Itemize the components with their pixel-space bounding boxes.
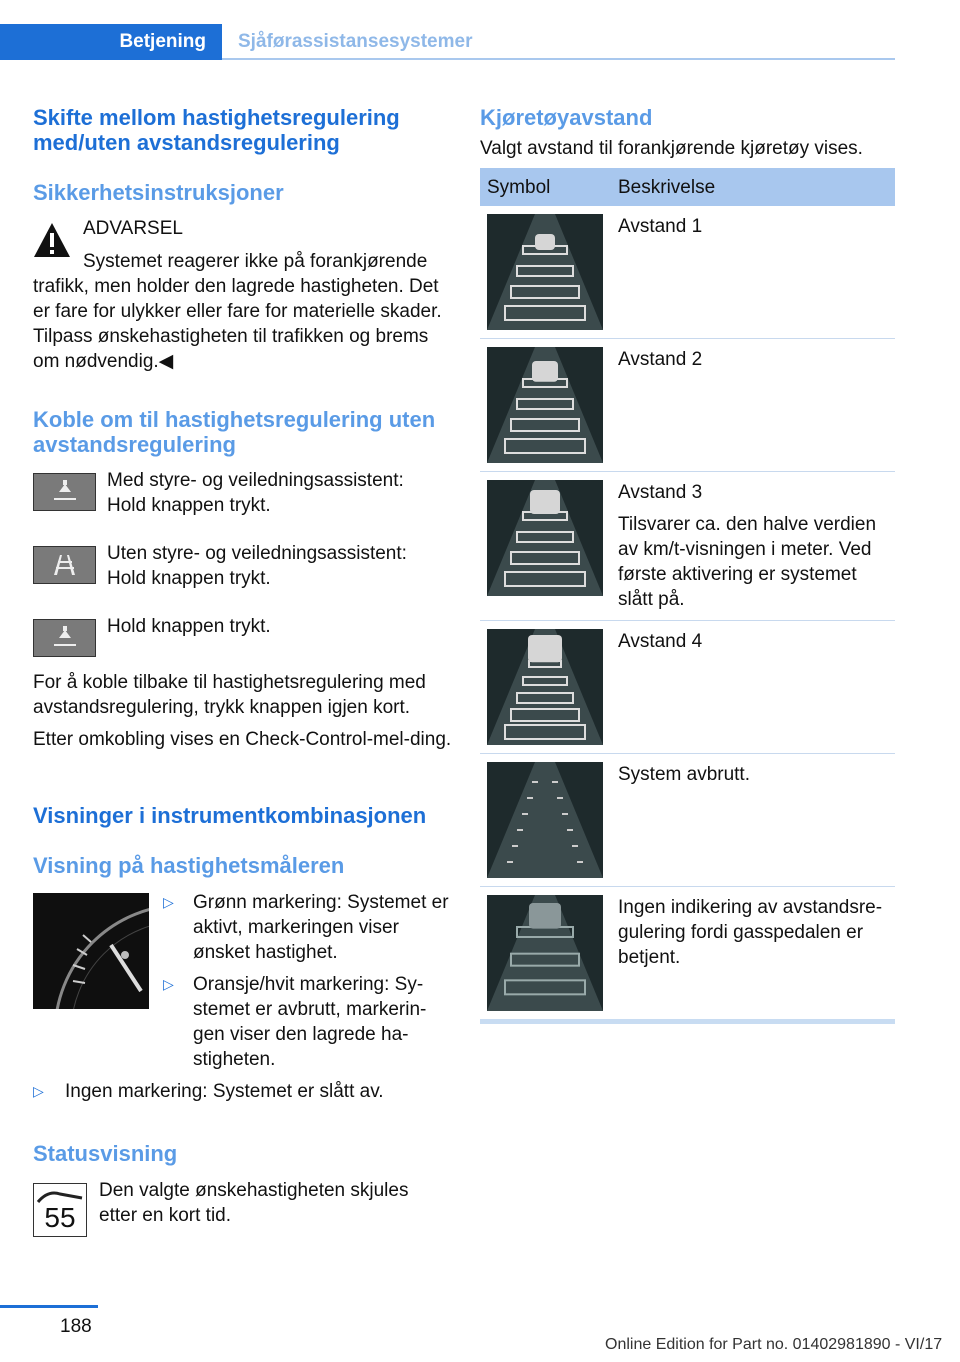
bullet-marker-icon: ▷ xyxy=(163,894,174,910)
bullet-marker-icon: ▷ xyxy=(33,1083,44,1099)
col-description: Beskrivelse xyxy=(611,168,895,206)
edition-text: Online Edition for Part no. 01402981890 - VI/17 xyxy=(605,1336,943,1353)
lane-illustration xyxy=(487,347,603,463)
bullet-orange: ▷ Oransje/hvit markering: Sy-stemet er avbrutt, markerin-gen viser den lagrede ha-stigheten. xyxy=(163,974,427,1070)
speedometer-image xyxy=(33,893,149,1009)
bullet-green: ▷ Grønn markering: Systemet er aktivt, markeringen viser ønsket hastighet. xyxy=(163,892,449,963)
heading-displays: Visninger i instrumentkombinasjonen xyxy=(33,803,427,828)
row-label: Avstand 1 xyxy=(618,216,703,237)
no-distance-control-icon xyxy=(487,895,603,1011)
heading-speedo: Visning på hastighetsmåleren xyxy=(33,853,345,878)
assist-button-icon xyxy=(33,473,96,511)
warning-text-rest: trafikk, men holder den lagrede hastigheten. Det er fare for ulykker eller fare for materielle skader. Tilpass ønskehastigheten til trafikken og brems om nødvendig.◀ xyxy=(33,276,442,372)
row-label: Avstand 2 xyxy=(618,349,703,370)
distance-intro: Valgt avstand til forankjørende kjøretøy vises. xyxy=(480,138,863,159)
paragraph-switch-back: For å koble tilbake til hastighetsregulering med avstandsregulering, trykk knappen igjen kort. xyxy=(33,672,426,718)
row-label: System avbrutt. xyxy=(618,764,750,785)
bullet-off: ▷ Ingen markering: Systemet er slått av. xyxy=(33,1081,384,1102)
row-extra: Tilsvarer ca. den halve verdien av km/t-visningen i meter. Ved første aktivering er systemet slått på. xyxy=(618,514,877,610)
col-symbol: Symbol xyxy=(480,168,611,206)
status-text: Den valgte ønskehastigheten skjules etter en kort tid. xyxy=(99,1180,409,1226)
heading-switch-off: Koble om til hastighetsregulering uten avstandsregulering xyxy=(33,407,436,457)
speed-status-icon xyxy=(33,1183,87,1237)
row-label: Avstand 3 xyxy=(618,482,703,503)
page-header xyxy=(0,24,895,62)
cruise-button-icon xyxy=(33,619,96,657)
section-tab: Sjåførassistansesystemer xyxy=(238,31,473,52)
warning-text-first: Systemet reagerer ikke på forankjørende xyxy=(83,251,428,272)
row-label: Avstand 4 xyxy=(618,631,703,652)
warning-label: ADVARSEL xyxy=(83,218,183,239)
speed-status-number: 55 xyxy=(44,1202,76,1233)
heading-switch: Skifte mellom hastighetsregulering med/uten avstandsregulering xyxy=(33,105,400,155)
table-row xyxy=(480,339,895,472)
distance-2-icon xyxy=(487,347,603,463)
lane-button-icon xyxy=(33,546,96,584)
distance-1-icon xyxy=(487,214,603,330)
button1-text: Med styre- og veiledningsassistent: Hold knappen trykt. xyxy=(107,470,404,516)
heading-safety: Sikkerhetsinstruksjoner xyxy=(33,180,284,205)
row-label: Ingen indikering av avstandsre-gulering fordi gasspedalen er betjent. xyxy=(618,897,883,968)
heading-distance: Kjøretøyavstand xyxy=(480,105,653,130)
lane-illustration xyxy=(487,762,603,878)
distance-table xyxy=(480,168,895,1024)
table-row xyxy=(480,621,895,754)
chapter-tab: Betjening xyxy=(0,24,222,60)
button2-text: Uten styre- og veiledningsassistent: Hold knappen trykt. xyxy=(107,543,407,589)
button3-text: Hold knappen trykt. xyxy=(107,616,271,637)
distance-3-icon xyxy=(487,480,603,596)
page-number: 188 xyxy=(60,1316,92,1337)
table-row xyxy=(480,754,895,887)
warning-icon xyxy=(33,222,71,258)
system-interrupted-icon xyxy=(487,762,603,878)
footer-rule xyxy=(0,1305,98,1308)
lane-illustration xyxy=(487,214,603,330)
header-rule xyxy=(222,58,895,60)
lane-illustration xyxy=(487,895,603,1011)
heading-status: Statusvisning xyxy=(33,1141,178,1166)
bullet-marker-icon: ▷ xyxy=(163,976,174,992)
distance-4-icon xyxy=(487,629,603,745)
table-row xyxy=(480,472,895,621)
table-row xyxy=(480,206,895,339)
lane-illustration xyxy=(487,480,603,596)
paragraph-after: Etter omkobling vises en Check-Control-mel-ding. xyxy=(33,729,452,750)
table-row xyxy=(480,887,895,1022)
lane-illustration xyxy=(487,629,603,745)
